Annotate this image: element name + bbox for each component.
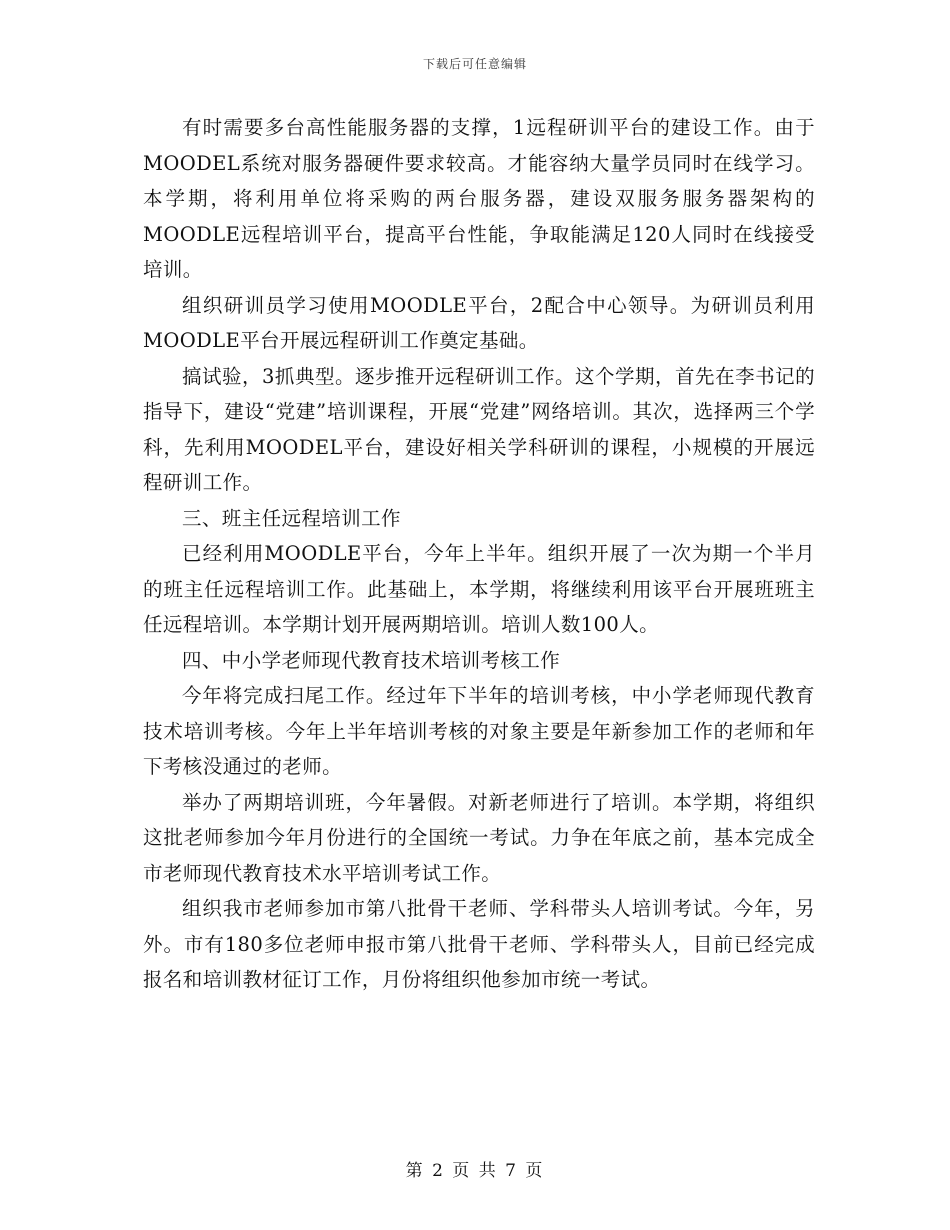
paragraph-training-staff: 组织研训员学习使用MOODLE平台，2配合中心领导。为研训员利用MOODLE平台开展远程研训工作奠定基础。 [143, 293, 815, 352]
section-heading-class-teacher: 三、班主任远程培训工作 [182, 506, 401, 530]
paragraph-platform-construction: 有时需要多台高性能服务器的支撑，1远程研训平台的建设工作。由于MOODEL系统对服务器硬件要求较高。才能容纳大量学员同时在线学习。本学期，将利用单位将采购的两台服务器，建设双服务服务器架构的MOODLE远程培训平台，提高平台性能，争取能满足120人同时在线接受培训。 [143, 116, 815, 281]
section-heading-tech-assessment: 四、中小学老师现代教育技术培训考核工作 [182, 648, 561, 672]
paragraph-assessment-wrapup: 今年将完成扫尾工作。经过年下半年的培训考核，中小学老师现代教育技术培训考核。今年上半年培训考核的对象主要是年新参加工作的老师和年下考核没通过的老师。 [143, 684, 815, 778]
paragraph-key-teachers-exam: 组织我市老师参加市第八批骨干老师、学科带头人培训考试。今年，另外。市有180多位老师申报市第八批骨干老师、学科带头人，目前已经完成报名和培训教材征订工作，月份将组织他参加市统一考试。 [143, 897, 815, 991]
paragraph-class-teacher-training: 已经利用MOODLE平台，今年上半年。组织开展了一次为期一个半月的班主任远程培训工作。此基础上，本学期，将继续利用该平台开展班班主任远程培训。本学期计划开展两期培训。培训人数100人。 [143, 542, 815, 636]
document-body [143, 110, 815, 998]
page-number: 第 2 页 共 7 页 [405, 1161, 545, 1181]
page-header: 下载后可任意编辑 [422, 57, 527, 71]
paragraph-pilot-program: 搞试验，3抓典型。逐步推开远程研训工作。这个学期，首先在李书记的指导下，建设“党建”培训课程，开展“党建”网络培训。其次，选择两三个学科，先利用MOODEL平台，建设好相关学科研训的课程，小规模的开展远程研训工作。 [143, 364, 815, 494]
paragraph-training-sessions: 举办了两期培训班，今年暑假。对新老师进行了培训。本学期，将组织这批老师参加今年月份进行的全国统一考试。力争在年底之前，基本完成全市老师现代教育技术水平培训考试工作。 [143, 790, 815, 885]
